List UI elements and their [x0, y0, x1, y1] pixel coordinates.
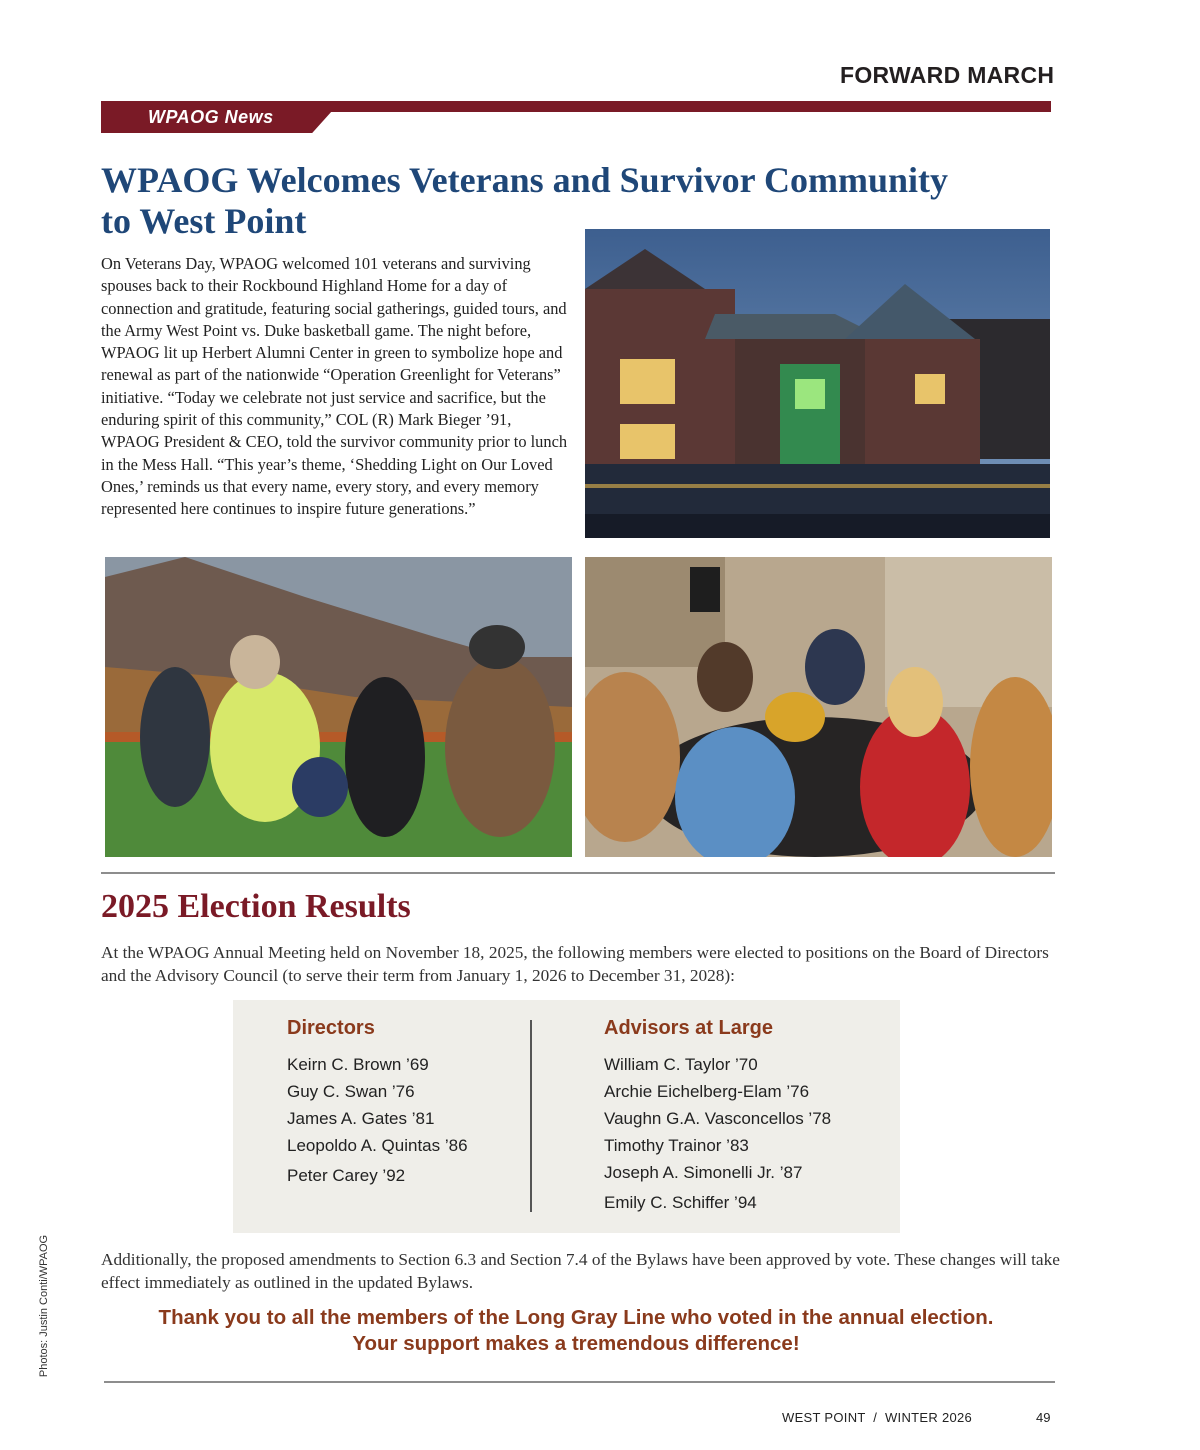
advisor-name: Vaughn G.A. Vasconcellos ’78	[604, 1109, 832, 1128]
thank-you-message	[101, 1305, 1051, 1357]
director-name: Keirn C. Brown ’69	[287, 1055, 429, 1074]
page-number: 49	[1036, 1410, 1051, 1425]
visitors-hudson-photo	[105, 557, 572, 857]
news-tag: WPAOG News	[148, 107, 274, 127]
election-title: 2025 Election Results	[101, 888, 411, 925]
luncheon-photo	[585, 557, 1052, 857]
directors-heading: Directors	[287, 1017, 375, 1039]
director-name: Peter Carey ’92	[287, 1166, 406, 1185]
section-divider-top	[101, 872, 1055, 874]
thank-you-line-1: Thank you to all the members of the Long Gray Line who voted in the annual election.	[158, 1306, 994, 1329]
election-intro: At the WPAOG Annual Meeting held on November 18, 2025, the following members were elected to positions on the Board of Directors and the Advisory Council (to serve their term from January 1, 2026 to December 31, 2028):	[101, 943, 1049, 985]
photo-credit: Photos: Justin Conti/WPAOG	[38, 1234, 50, 1378]
advisor-name: Joseph A. Simonelli Jr. ’87	[604, 1163, 803, 1182]
bylaws-amendment-note: Additionally, the proposed amendments to Section 6.3 and Section 7.4 of the Bylaws have been approved by vote. These changes will take effect immediately as outlined in the updated Bylaws.	[101, 1250, 1060, 1292]
advisor-name: Timothy Trainor ’83	[604, 1136, 749, 1155]
footer-publication: WEST POINT / WINTER 2026	[782, 1410, 973, 1425]
article-title-line-1: WPAOG Welcomes Veterans and Survivor Community	[101, 160, 949, 200]
section-heading: FORWARD MARCH	[840, 62, 1055, 88]
advisor-name: William C. Taylor ’70	[604, 1055, 758, 1074]
article-body: On Veterans Day, WPAOG welcomed 101 veterans and surviving spouses back to their Rockbound Highland Home for a day of connection and gratitude, featuring social gatherings, guided tours, and the Army West Point vs. Duke basketball game. The night before, WPAOG lit up Herbert Alumni Center in green to symbolize hope and renewal as part of the nationwide “Operation Greenlight for Veterans” initiative. “Today we celebrate not just service and sacrifice, but the enduring spirit of this community,” COL (R) Mark Bieger ’91, WPAOG President & CEO, told the survivor community prior to lunch in the Mess Hall. “This year’s theme, ‘Shedding Light on Our Loved Ones,’ reminds us that every name, every story, and every memory represented here continues to inspire future generations.”	[101, 254, 568, 519]
alumni-center-photo	[585, 229, 1050, 538]
advisors-heading: Advisors at Large	[604, 1017, 773, 1039]
advisor-name: Archie Eichelberg-Elam ’76	[604, 1082, 810, 1101]
director-name: Leopoldo A. Quintas ’86	[287, 1136, 468, 1155]
section-divider-bottom	[104, 1381, 1055, 1383]
advisor-name: Emily C. Schiffer ’94	[604, 1193, 757, 1212]
results-column-divider	[530, 1020, 532, 1212]
article-title-line-2: to West Point	[101, 201, 307, 241]
director-name: James A. Gates ’81	[287, 1109, 435, 1128]
thank-you-line-2: Your support makes a tremendous difference!	[352, 1332, 800, 1355]
director-name: Guy C. Swan ’76	[287, 1082, 415, 1101]
